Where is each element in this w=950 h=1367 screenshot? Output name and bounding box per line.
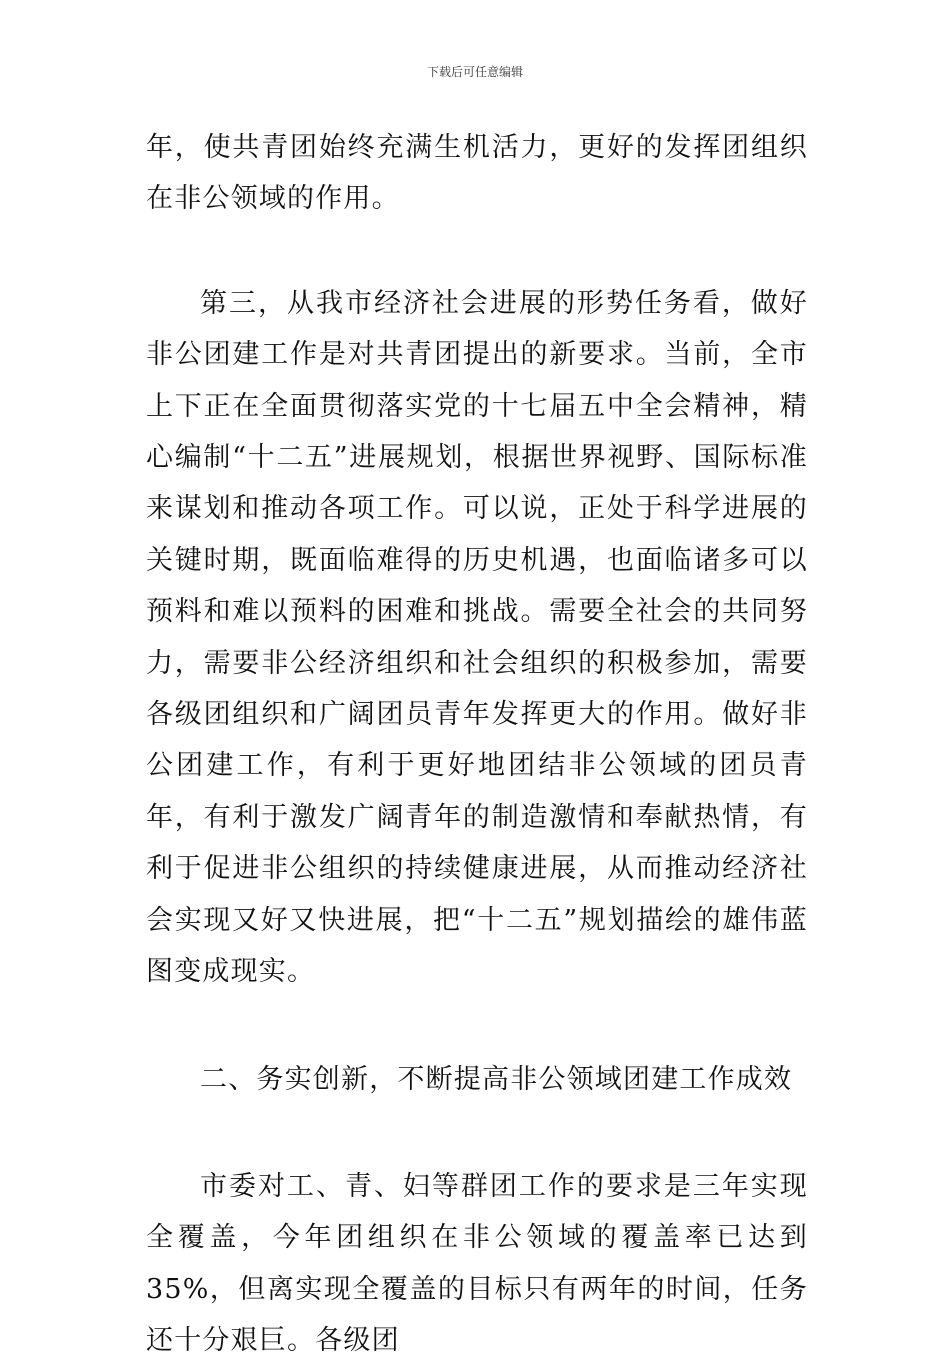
page-header: 下载后可任意编辑	[426, 65, 523, 79]
paragraph-coverage-target: 市委对工、青、妇等群团工作的要求是三年实现全覆盖，今年团组织在非公领域的覆盖率已达到35%，但离实现全覆盖的目标只有两年的时间，任务还十分艰巨。各级团	[146, 1170, 808, 1357]
section-heading: 二、务实创新，不断提高非公领域团建工作成效	[200, 1063, 793, 1095]
paragraph-continued: 年，使共青团始终充满生机活力，更好的发挥团组织在非公领域的作用。	[146, 132, 808, 215]
document-body	[146, 122, 808, 1367]
paragraph-third-point: 第三，从我市经济社会进展的形势任务看，做好非公团建工作是对共青团提出的新要求。当前，全市上下正在全面贯彻落实党的十七届五中全会精神，精心编制“十二五”进展规划，根据世界视野、国际标准来谋划和推动各项工作。可以说，正处于科学进展的关键时期，既面临难得的历史机遇，也面临诸多可以预料和难以预料的困难和挑战。需要全社会的共同努力，需要非公经济组织和社会组织的积极参加，需要各级团组织和广阔团员青年发挥更大的作用。做好非公团建工作，有利于更好地团结非公领域的团员青年，有利于激发广阔青年的制造激情和奉献热情，有利于促进非公组织的持续健康进展，从而推动经济社会实现又好又快进展，把“十二五”规划描绘的雄伟蓝图变成现实。	[146, 287, 808, 988]
